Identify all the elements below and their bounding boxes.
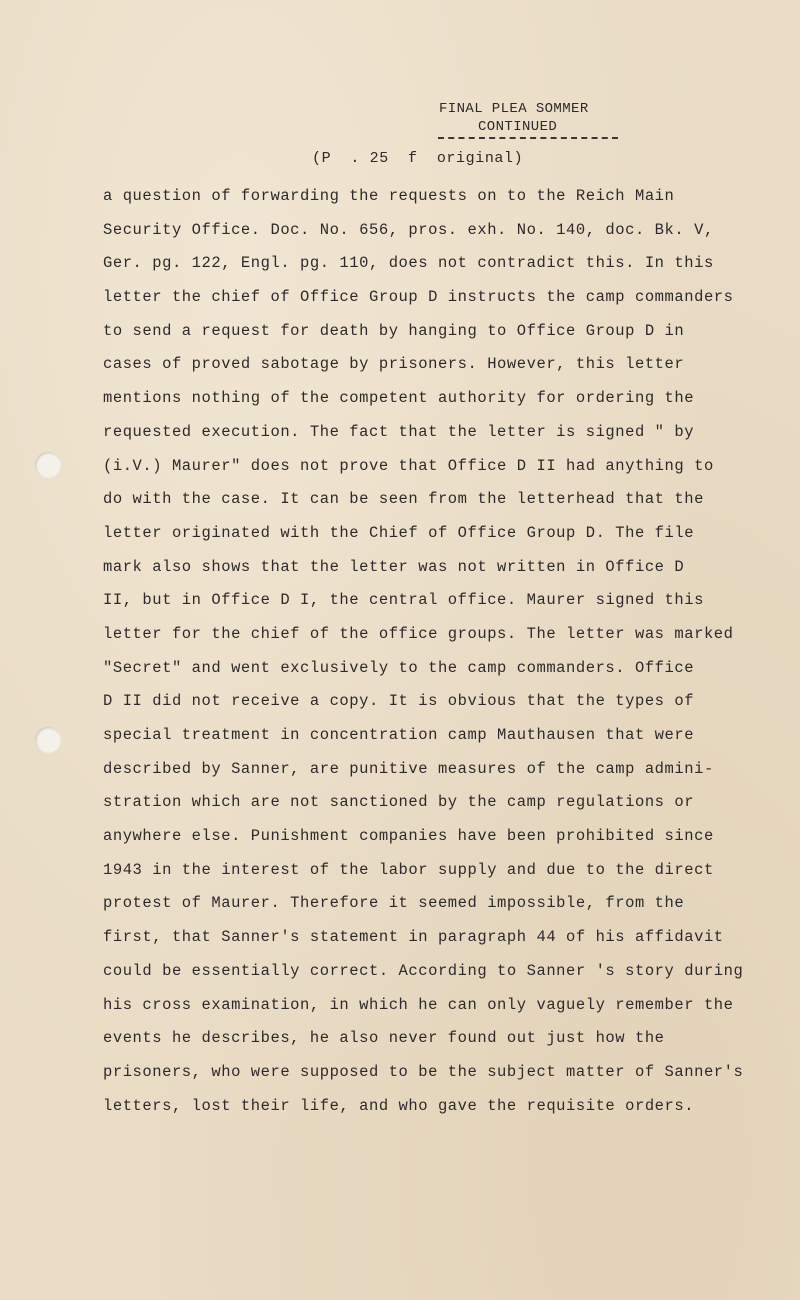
body-line: D II did not receive a copy. It is obvious that the types of [103,692,695,711]
body-line: mentions nothing of the competent authority for ordering the [103,389,695,408]
body-line: to send a request for death by hanging to Office Group D in [103,321,685,340]
document-body [103,186,763,1129]
body-line: letter the chief of Office Group D instructs the camp commanders [103,288,734,307]
body-line: Ger. pg. 122, Engl. pg. 110, does not contradict this. In this [103,254,714,273]
body-line: (i.V.) Maurer" does not prove that Office D II had anything to [103,456,714,475]
body-line: first, that Sanner's statement in paragraph 44 of his affidavit [103,928,724,947]
body-line: a question of forwarding the requests on to the Reich Main [103,187,675,205]
body-line: letter originated with the Chief of Office Group D. The file [103,523,695,542]
body-line: events he describes, he also never found out just how the [103,1029,665,1048]
punch-hole-top [35,452,61,478]
body-line: anywhere else. Punishment companies have been prohibited since [103,827,714,846]
body-line: requested execution. The fact that the letter is signed " by [103,422,695,441]
body-line: special treatment in concentration camp Mauthausen that were [103,726,695,744]
document-heading: FINAL PLEA SOMMER [439,101,589,117]
body-line: prisoners, who were supposed to be the subject matter of Sanner's [103,1062,744,1081]
punch-hole-bottom [35,727,61,753]
body-line: cases of proved sabotage by prisoners. However, this letter [103,355,685,374]
heading-dashed-rule [438,137,618,139]
body-line: II, but in Office D I, the central office. Maurer signed this [103,591,704,610]
body-line: do with the case. It can be seen from the letterhead that the [103,490,704,509]
body-line: letter for the chief of the office groups. The letter was marked [103,624,734,643]
body-line: could be essentially correct. According to Sanner 's story during [103,961,744,980]
body-line: "Secret" and went exclusively to the camp commanders. Office [103,658,695,677]
body-line: his cross examination, in which he can only vaguely remember the [103,995,734,1014]
body-line: stration which are not sanctioned by the camp regulations or [103,793,695,812]
document-subheading: CONTINUED [478,119,558,135]
body-line: protest of Maurer. Therefore it seemed impossible, from the [103,894,685,913]
body-line: 1943 in the interest of the labor supply and due to the direct [103,860,714,879]
body-line: mark also shows that the letter was not written in Office D [103,557,685,576]
body-line: described by Sanner, are punitive measures of the camp admini- [103,759,714,778]
page-reference: (P . 25 f original) [312,150,524,167]
body-line: Security Office. Doc. No. 656, pros. exh. No. 140, doc. Bk. V, [103,220,714,239]
body-line: letters, lost their life, and who gave the requisite orders. [103,1096,695,1115]
